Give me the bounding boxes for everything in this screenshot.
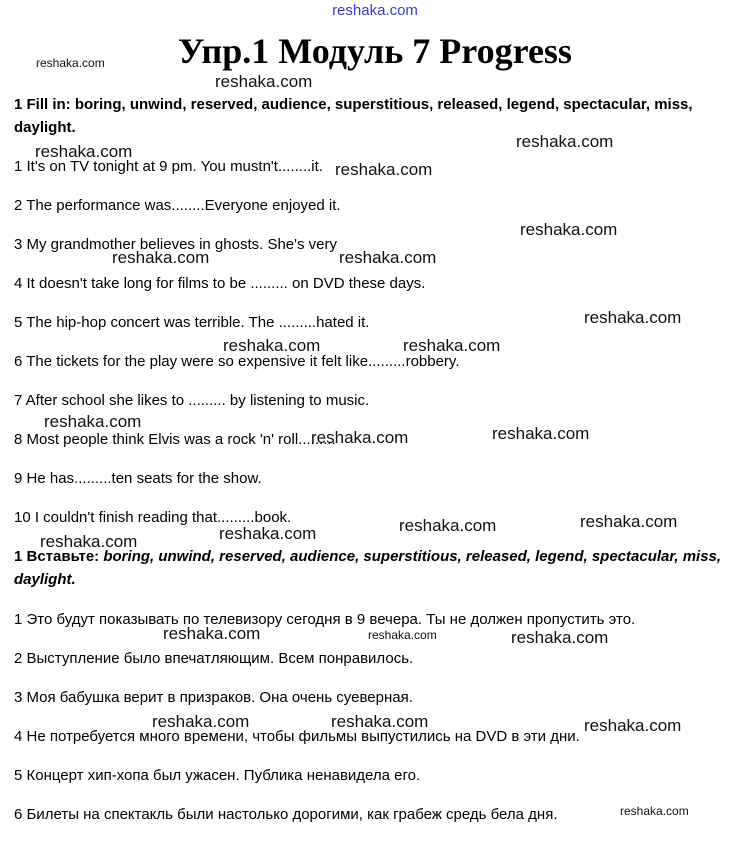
task-words: boring, unwind, reserved, audience, superstitious, released, legend, spectacular, miss,: [74, 96, 693, 113]
watermark: reshaka.com: [40, 532, 138, 551]
watermark: reshaka.com: [311, 428, 409, 447]
task-words: boring, unwind, reserved, audience, superstitious, released, legend, spectacular, miss,: [103, 548, 722, 565]
watermark: reshaka.com: [331, 712, 429, 731]
exercise-item: 8 Most people think Elvis was a rock 'n' roll.........: [14, 431, 336, 448]
watermark: reshaka.com: [223, 336, 321, 355]
watermark: reshaka.com: [35, 142, 133, 161]
task-label: 1 Вставьте:: [14, 548, 104, 565]
watermark: reshaka.com: [339, 248, 437, 267]
translation-item: 3 Моя бабушка верит в призраков. Она очень суеверная.: [14, 689, 413, 706]
translation-item: 5 Концерт хип-хопа был ужасен. Публика ненавидела его.: [14, 767, 421, 784]
task-words-cont: daylight.: [14, 571, 76, 588]
watermark: reshaka.com: [511, 628, 609, 647]
task-label: 1 Fill in:: [14, 96, 75, 113]
watermark: reshaka.com: [219, 524, 317, 543]
watermark: reshaka.com: [36, 56, 105, 70]
watermark: reshaka.com: [112, 248, 210, 267]
translation-item: 6 Билеты на спектакль были настолько дорогими, как грабеж средь бела дня.: [14, 806, 558, 823]
task-words-cont: daylight.: [14, 119, 76, 136]
watermark: reshaka.com: [620, 804, 689, 818]
exercise-item: 4 It doesn't take long for films to be ......... on DVD these days.: [14, 275, 426, 292]
watermark: reshaka.com: [584, 716, 682, 735]
watermark: reshaka.com: [520, 220, 618, 239]
exercise-item: 1 It's on TV tonight at 9 pm. You mustn't........it.: [14, 158, 323, 175]
site-link[interactable]: reshaka.com: [332, 2, 418, 19]
watermark: reshaka.com: [399, 516, 497, 535]
translation-item: 1 Это будут показывать по телевизору сегодня в 9 вечера. Ты не должен пропустить это.: [14, 611, 636, 628]
watermark: reshaka.com: [516, 132, 614, 151]
exercise-item: 10 I couldn't finish reading that.........book.: [14, 509, 292, 526]
watermark: reshaka.com: [403, 336, 501, 355]
task-instruction-en: [14, 96, 693, 113]
watermark: reshaka.com: [215, 72, 313, 91]
watermark: reshaka.com: [335, 160, 433, 179]
page-title: Упр.1 Модуль 7 Progress: [178, 31, 572, 71]
exercise-item: 3 My grandmother believes in ghosts. She's very: [14, 236, 338, 253]
translation-item: 2 Выступление было впечатляющим. Всем понравилось.: [14, 650, 414, 667]
watermark: reshaka.com: [580, 512, 678, 531]
exercise-item: 5 The hip-hop concert was terrible. The .........hated it.: [14, 314, 370, 331]
exercise-item: 2 The performance was........Everyone enjoyed it.: [14, 197, 341, 214]
watermark: reshaka.com: [152, 712, 250, 731]
watermark: reshaka.com: [163, 624, 261, 643]
exercise-item: 7 After school she likes to ......... by listening to music.: [14, 392, 370, 409]
translation-item: 4 Не потребуется много времени, чтобы фильмы выпустились на DVD в эти дни.: [14, 728, 580, 745]
watermark: reshaka.com: [584, 308, 682, 327]
watermark: reshaka.com: [44, 412, 142, 431]
exercise-item: 9 He has.........ten seats for the show.: [14, 470, 262, 487]
watermark: reshaka.com: [492, 424, 590, 443]
exercise-item: 6 The tickets for the play were so expensive it felt like.........robbery.: [14, 353, 460, 370]
watermark: reshaka.com: [368, 628, 437, 642]
